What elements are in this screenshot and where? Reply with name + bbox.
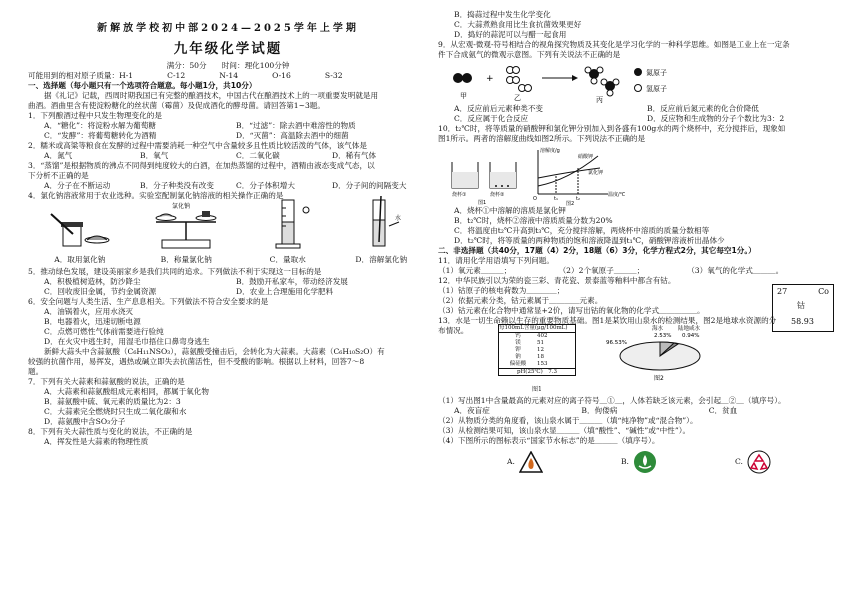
atomic-mass: C-12 [167, 71, 186, 81]
part-2: （2）2个氧原子＿＿＿； [558, 266, 645, 276]
option-b: B．“过滤”：除去酒中难溶性的物质 [236, 121, 356, 131]
figure-label: 图1 [532, 386, 542, 394]
atomic-mass: O-16 [272, 71, 291, 81]
passage-text: 新鲜大蒜头中含蒜氨酸（C₆H₁₁NSO₃），蒜氨酸受撞击后，会转化为大蒜素。大蒜素（C₆H₁₀S₂O）有 [44, 347, 385, 357]
option-d: D．蒜氨酸中含SO₃分子 [44, 417, 126, 427]
left-column [28, 0, 428, 608]
svg-text:水: 水 [395, 215, 402, 223]
water-pie-chart [590, 322, 730, 382]
table-header: 每100mL含量(μg/100mL) [499, 325, 575, 333]
option-a: A．夜盲症 [454, 406, 490, 416]
option-a: A．反应前后元素种类不变 [454, 104, 544, 114]
svg-text:图2: 图2 [654, 375, 664, 383]
option-a: A．“糖化”：将淀粉水解为葡萄糖 [44, 121, 156, 131]
question-13-part-3: （3）从检测结果可知，该山泉水显＿＿＿（填“酸性”、“碱性”或“中性”）。 [438, 426, 691, 436]
option-b: B．鼓励开私家车，带动经济发展 [236, 277, 348, 287]
question-10-figure [438, 144, 840, 206]
figure-label: A．取用氯化钠 [54, 255, 106, 265]
flame-warning-icon [519, 451, 543, 473]
part-2: （2）依据元素分类，钴元素属于＿＿＿＿元素。 [438, 296, 603, 306]
part-1: （1）氧元素＿＿＿； [438, 266, 512, 276]
option-c: C．反应属于化合反应 [454, 114, 529, 124]
question-4-figures [28, 203, 428, 265]
part-3: （3）钴元素在化合物中通常显+2价，请写出钴的氧化物的化学式＿＿＿＿＿。 [438, 306, 705, 316]
passage-text: 较强的抗菌作用，易挥发，遇热或碱立即失去抗菌活性，但不受酸的影响。根据以上材料，回答7～8 [28, 357, 365, 367]
question-3-stem: 下分析不正确的是 [28, 171, 89, 181]
question-13-part-1: （1）写出图1中含量最高的元素对应的离子符号＿①＿，人体若缺乏该元素，会引起＿②＿（填序号）。 [438, 396, 786, 406]
svg-text:硝酸钾: 硝酸钾 [578, 154, 594, 161]
mineral-table [498, 324, 576, 376]
option-b: B．蒜氨酸中硫、氧元素的质量比为2：3 [44, 397, 181, 407]
element-symbol: Co [818, 287, 829, 297]
icon-option-c: C. [735, 450, 771, 474]
option-c: C．贫血 [708, 406, 738, 416]
option-c: C．大蒜煮熟食用比生食抗菌效果更好 [454, 20, 582, 30]
page-title: 九年级化学试题 [173, 41, 283, 58]
atomic-mass: N-14 [219, 71, 239, 81]
svg-text:氯化钠: 氯化钠 [172, 203, 191, 211]
question-5-options [28, 287, 428, 297]
svg-text:甲: 甲 [460, 92, 467, 101]
option-c: C．回收废旧金属，节约金属资源 [44, 287, 157, 297]
option-d: D．稀有气体 [332, 151, 377, 161]
question-8-stem: 8．下列有关大蒜性质与变化的说法，不正确的是 [28, 427, 193, 437]
option-b: B．佝偻病 [581, 406, 618, 416]
figure-label: D．溶解氯化钠 [355, 255, 408, 265]
svg-text:氯化钾: 氯化钾 [588, 170, 604, 177]
option-c: C．将温度由t₂℃升高到t₃℃，充分搅拌溶解，两烧杯中溶质的质量分数相等 [454, 226, 710, 236]
svg-text:96.53%: 96.53% [606, 340, 627, 347]
option-b: B．捣蒜过程中发生化学变化 [454, 10, 551, 19]
table-row: 偏硅酸 153 [499, 361, 575, 369]
question-13-stem: 13．水是一切生命赖以生存的重要物质基础。图1是某饮用山泉水的检测结果，图2是地球水资源的分 [438, 316, 777, 326]
question-10-stem: 图1所示。两者的溶解度曲线如图2所示。下列说法不正确的是 [438, 134, 646, 144]
table-row: 钾 12 [515, 346, 544, 353]
figure-label: B．称量氯化钠 [160, 255, 212, 265]
svg-text:丙: 丙 [596, 96, 603, 105]
option-c: C．分子体积增大 [236, 181, 295, 191]
svg-text:氢原子: 氢原子 [646, 85, 667, 94]
table-row: 钠 18 [515, 353, 544, 360]
question-9-stem: 9．从宏观-微观-符号相结合的视角探究物质及其变化是学习化学的一种科学思维。如图是工业上在一定条 [438, 40, 790, 50]
solubility-figures [438, 144, 638, 206]
element-name: 钴 [797, 301, 805, 311]
option-d: D．农业上合理施用化学肥料 [236, 287, 334, 297]
table-row: 镁 51 [515, 340, 544, 347]
svg-text:t₂: t₂ [576, 196, 580, 203]
svg-text:溶解度/g: 溶解度/g [540, 148, 560, 155]
table-row: 钙 402 [515, 333, 548, 340]
right-column [438, 0, 840, 608]
figure-b [148, 200, 224, 265]
question-5-options [28, 277, 428, 287]
question-4-stem: 4．氯化钠溶液常用于农业选种。实验室配制氯化钠溶液的相关操作正确的是 [28, 191, 284, 201]
option-c: C．点燃可燃性气体前需要进行验纯 [44, 327, 164, 337]
atomic-masses [28, 71, 428, 81]
recycle-icon [747, 450, 771, 474]
section-heading: 二、非选择题（共40分，17题（4）2分，18题（6）3分，化学方程式2分，其它每空1分。） [438, 246, 756, 256]
option-d: D．t₂℃时，将等质量的两种物质的饱和溶液降温到t₁℃，硝酸钾溶液析出晶体少 [454, 236, 725, 246]
svg-text:海水: 海水 [652, 326, 664, 333]
question-9-stem: 件下合成氨气的微观示意图。下列有关说法不正确的是 [438, 50, 621, 60]
question-2-options [28, 151, 428, 161]
option-a: A．分子在不断运动 [44, 181, 111, 191]
icon-option-b: B. [621, 450, 657, 474]
option-b: B．电器着火，迅速切断电源 [44, 317, 141, 327]
svg-text:图1: 图1 [478, 200, 487, 207]
option-b: B．分子种类没有改变 [140, 181, 214, 191]
question-10-stem: 10．t₂℃时，将等质量的硝酸钾和氯化钾分别加入到各盛有100g水的两个烧杯中，充分搅拌后，现象如 [438, 124, 786, 134]
balance-illustration [148, 200, 224, 252]
exam-meta: 满分：50分 时间：理化100分钟 [166, 61, 290, 70]
atomic-number: 27 [777, 287, 788, 297]
question-7-stem: 7．下列有关大蒜素和蒜氨酸的说法，正确的是 [28, 377, 185, 387]
svg-text:0.94%: 0.94% [682, 333, 700, 340]
svg-text:温度/℃: 温度/℃ [608, 192, 626, 199]
atomic-mass: 可能用到的相对原子质量：H-1 [28, 71, 134, 81]
figure-d [351, 196, 411, 265]
option-b: B．反应前后氮元素的化合价降低 [647, 104, 759, 114]
option-c: C．二氧化碳 [236, 151, 280, 161]
question-13-part-1-options [438, 406, 840, 416]
option-a: A．挥发性是大蒜素的物理性质 [44, 437, 149, 447]
svg-text:图2: 图2 [566, 201, 575, 207]
svg-text:乙: 乙 [514, 94, 521, 103]
question-9-figure [438, 60, 840, 104]
dissolve-illustration [351, 196, 411, 252]
table-ph: pH(25℃) 7.3 [516, 368, 557, 375]
option-c: C．“发酵”：将葡萄糖转化为酒精 [44, 131, 157, 141]
reaction-diagram [438, 60, 698, 104]
svg-text:烧杯①: 烧杯① [452, 192, 467, 199]
svg-text:+: + [486, 74, 494, 85]
exam-header: 新解放学校初中部2024—2025学年上学期 [97, 23, 359, 34]
option-d: D．分子间的间隔变大 [332, 181, 407, 191]
svg-text:陆地咸水: 陆地咸水 [678, 326, 701, 333]
intro-text: 据《礼记》记载，西周时期我国已有完整的酿酒技术，中国古代在酿酒技术上的一项重要发明就是用 [44, 91, 379, 101]
icon-option-a: A. [507, 451, 543, 473]
option-a: A．烧杯①中溶解的溶质是氯化钾 [454, 206, 566, 216]
question-1-options [28, 121, 428, 131]
option-d: D．“灭菌”：高温除去酒中的细菌 [236, 131, 349, 141]
question-11-parts [438, 266, 840, 276]
question-13-part-4: （4）下图所示的图标表示“国家节水标志”的是＿＿＿（填序号）。 [438, 436, 660, 446]
question-3-stem: 3．“蒸馏”是根据物质的沸点不同得到纯度较大的白酒，在加热蒸馏的过程中，酒精由液态变成气态，以 [28, 161, 375, 171]
option-d: D．反应物和生成物的分子个数比为3：2 [647, 114, 785, 124]
svg-text:t₁: t₁ [554, 196, 558, 203]
question-11-stem: 11．请用化学用语填写下列问题。 [438, 256, 554, 266]
water-saving-icons [438, 446, 840, 474]
graduated-cylinder-illustration [258, 196, 318, 252]
question-12-stem: 12．中华民族引以为荣的瓷三彩、青花瓷、景泰蓝等釉料中都含有钴。 [438, 276, 676, 286]
svg-text:O: O [533, 196, 537, 203]
element-card-cobalt [772, 284, 834, 332]
option-b: B．氧气 [140, 151, 169, 161]
option-a: A．积极植树造林，防沙降尘 [44, 277, 141, 287]
option-d: D．在火灾中逃生时，用湿毛巾捂住口鼻弯身逃生 [44, 337, 210, 347]
atomic-mass: S-32 [324, 71, 343, 81]
question-1-stem: 1．下列酿酒过程中只发生物理变化的是 [28, 111, 162, 121]
part-3: （3）氧气的化学式＿＿＿。 [687, 266, 784, 276]
option-a: A．氮气 [44, 151, 73, 161]
figure-label: C．量取水 [269, 255, 306, 265]
atomic-mass: 58.93 [791, 317, 814, 327]
question-13-stem: 布情况。 [438, 326, 469, 336]
question-6-stem: 6．安全问题与人类生活、生产息息相关。下列做法不符合安全要求的是 [28, 297, 269, 307]
figure-c [258, 196, 318, 265]
option-d: D．捣好的蒜泥可以与醋一起食用 [454, 30, 567, 40]
svg-text:氮原子: 氮原子 [646, 69, 667, 78]
section-heading: 一、选择题（每小题只有一个选项符合题意。每小题1分，共10分） [28, 81, 257, 91]
option-a: A．油锅着火，应用水浇灭 [44, 307, 134, 317]
option-a: A．大蒜素和蒜氨酸组成元素相同，都属于氧化物 [44, 387, 209, 397]
figure-a [45, 204, 115, 265]
svg-text:2.53%: 2.53% [654, 333, 672, 340]
question-5-stem: 5．推动绿色发展，建设美丽家乡是我们共同的追求。下列做法不利于实现这一目标的是 [28, 267, 322, 277]
part-1: （1）钴原子的核电荷数为＿＿＿＿； [438, 286, 565, 296]
question-9-options [438, 114, 840, 124]
take-salt-illustration [45, 204, 115, 252]
passage-text: 题。 [28, 367, 44, 377]
question-13-part-2: （2）从物质分类的角度看，该山泉水属于＿＿＿（填“纯净物”或“混合物”）。 [438, 416, 698, 426]
question-2-stem: 2．糯米或高粱等粮食在发酵的过程中需要消耗一种空气中含量较多且性质比较活泼的气体，该气体是 [28, 141, 367, 151]
question-3-options [28, 181, 428, 191]
svg-text:烧杯②: 烧杯② [490, 192, 505, 199]
question-1-options [28, 131, 428, 141]
question-9-options [438, 104, 840, 114]
water-saving-icon [633, 450, 657, 474]
intro-text: 曲酒。酒曲里含有使淀粉糖化的丝状菌（霉菌）及促成酒化的酵母菌。请回答第1~3题。 [28, 101, 325, 111]
option-c: C．大蒜素完全燃烧时只生成二氧化碳和水 [44, 407, 187, 417]
option-b: B．t₂℃时，烧杯②溶液中溶质质量分数为20% [454, 216, 613, 226]
